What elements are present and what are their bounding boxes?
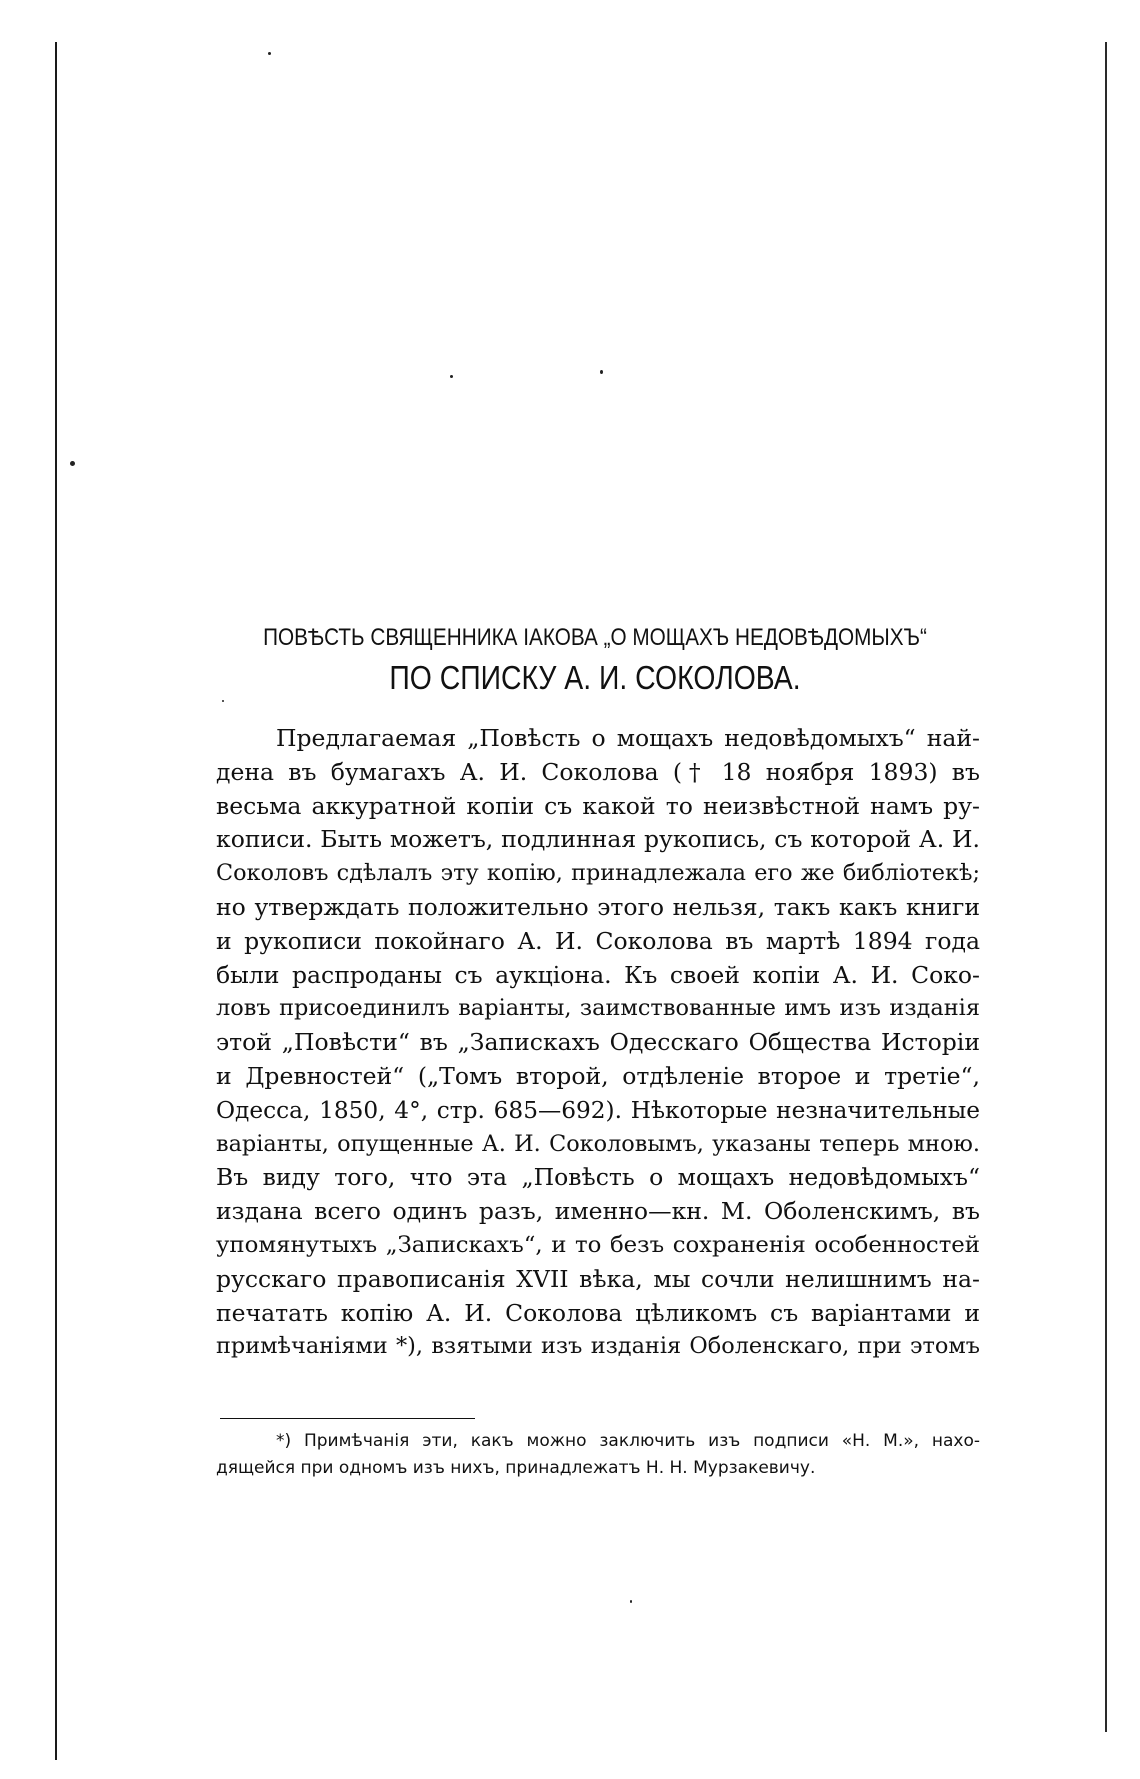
left-scan-edge-line xyxy=(55,42,57,1760)
body-line: Предлагаемая „Повѣсть о мощахъ недовѣдомыхъ“ най- xyxy=(276,724,980,752)
scan-speck xyxy=(268,52,271,55)
body-line: кописи. Быть можетъ, подлинная рукопись, съ которой А. И. xyxy=(216,825,980,854)
scan-speck xyxy=(70,461,75,466)
scan-speck xyxy=(450,375,453,378)
body-line: весьма аккуратной копіи съ какой то неизвѣстной намъ ру- xyxy=(216,791,980,820)
body-paragraph xyxy=(216,722,980,1364)
body-line: этой „Повѣсти“ въ „Запискахъ Одесскаго Общества Исторіи xyxy=(216,1028,980,1057)
body-line: издана всего одинъ разъ, именно—кн. М. Оболенскимъ, въ xyxy=(216,1197,980,1226)
body-line: но утверждать положительно этого нельзя, такъ какъ книги xyxy=(216,892,980,921)
title-line-1: ПОВѢСТЬ СВЯЩЕННИКА ІАКОВА „О МОЩАХЪ НЕДОВѢДОМЫХЪ“ xyxy=(263,624,927,651)
footnote-line-1: *) Примѣчанія эти, какъ можно заключить изъ подписи «Н. М.», нахо- xyxy=(276,1431,980,1451)
title-line-2: ПО СПИСКУ А. И. СОКОЛОВА. xyxy=(389,659,801,696)
footnote-line-2: дящейся при одномъ изъ нихъ, принадлежатъ Н. Н. Мурзакевичу. xyxy=(216,1458,816,1478)
body-line: примѣчаніями *), взятыми изъ изданія Оболенскаго, при этомъ xyxy=(216,1333,980,1360)
body-line: печатать копію А. И. Соколова цѣликомъ съ варіантами и xyxy=(216,1298,980,1327)
scan-speck xyxy=(600,370,603,374)
body-line: Въ виду того, что эта „Повѣсть о мощахъ недовѣдомыхъ“ xyxy=(216,1163,980,1192)
scan-speck xyxy=(222,700,224,702)
body-line: были распроданы съ аукціона. Къ своей копіи А. И. Соко- xyxy=(216,960,980,989)
body-line: и рукописи покойнаго А. И. Соколова въ мартѣ 1894 года xyxy=(216,926,980,955)
body-line: дена въ бумагахъ А. И. Соколова († 18 ноября 1893) въ xyxy=(216,757,980,786)
right-scan-edge-line xyxy=(1105,42,1107,1732)
footnote xyxy=(216,1428,980,1482)
body-line: и Древностей“ („Томъ второй, отдѣленіе второе и третіе“, xyxy=(216,1061,980,1090)
article-title xyxy=(260,618,931,698)
body-line: упомянутыхъ „Запискахъ“, и то безъ сохраненія особенностей xyxy=(216,1231,980,1258)
body-line: русскаго правописанія XVII вѣка, мы сочли нелишнимъ на- xyxy=(216,1264,980,1293)
footnote-divider xyxy=(220,1418,475,1419)
scan-speck xyxy=(630,1600,632,1603)
body-line: Соколовъ сдѣлалъ эту копію, принадлежала его же библіотекѣ; xyxy=(216,860,980,887)
body-line: Одесса, 1850, 4°, стр. 685—692). Нѣкоторые незначительные xyxy=(216,1096,980,1124)
body-line: варіанты, опущенные А. И. Соколовымъ, указаны теперь мною. xyxy=(216,1130,980,1157)
body-line: ловъ присоединилъ варіанты, заимствованные имъ изъ изданія xyxy=(216,995,980,1022)
